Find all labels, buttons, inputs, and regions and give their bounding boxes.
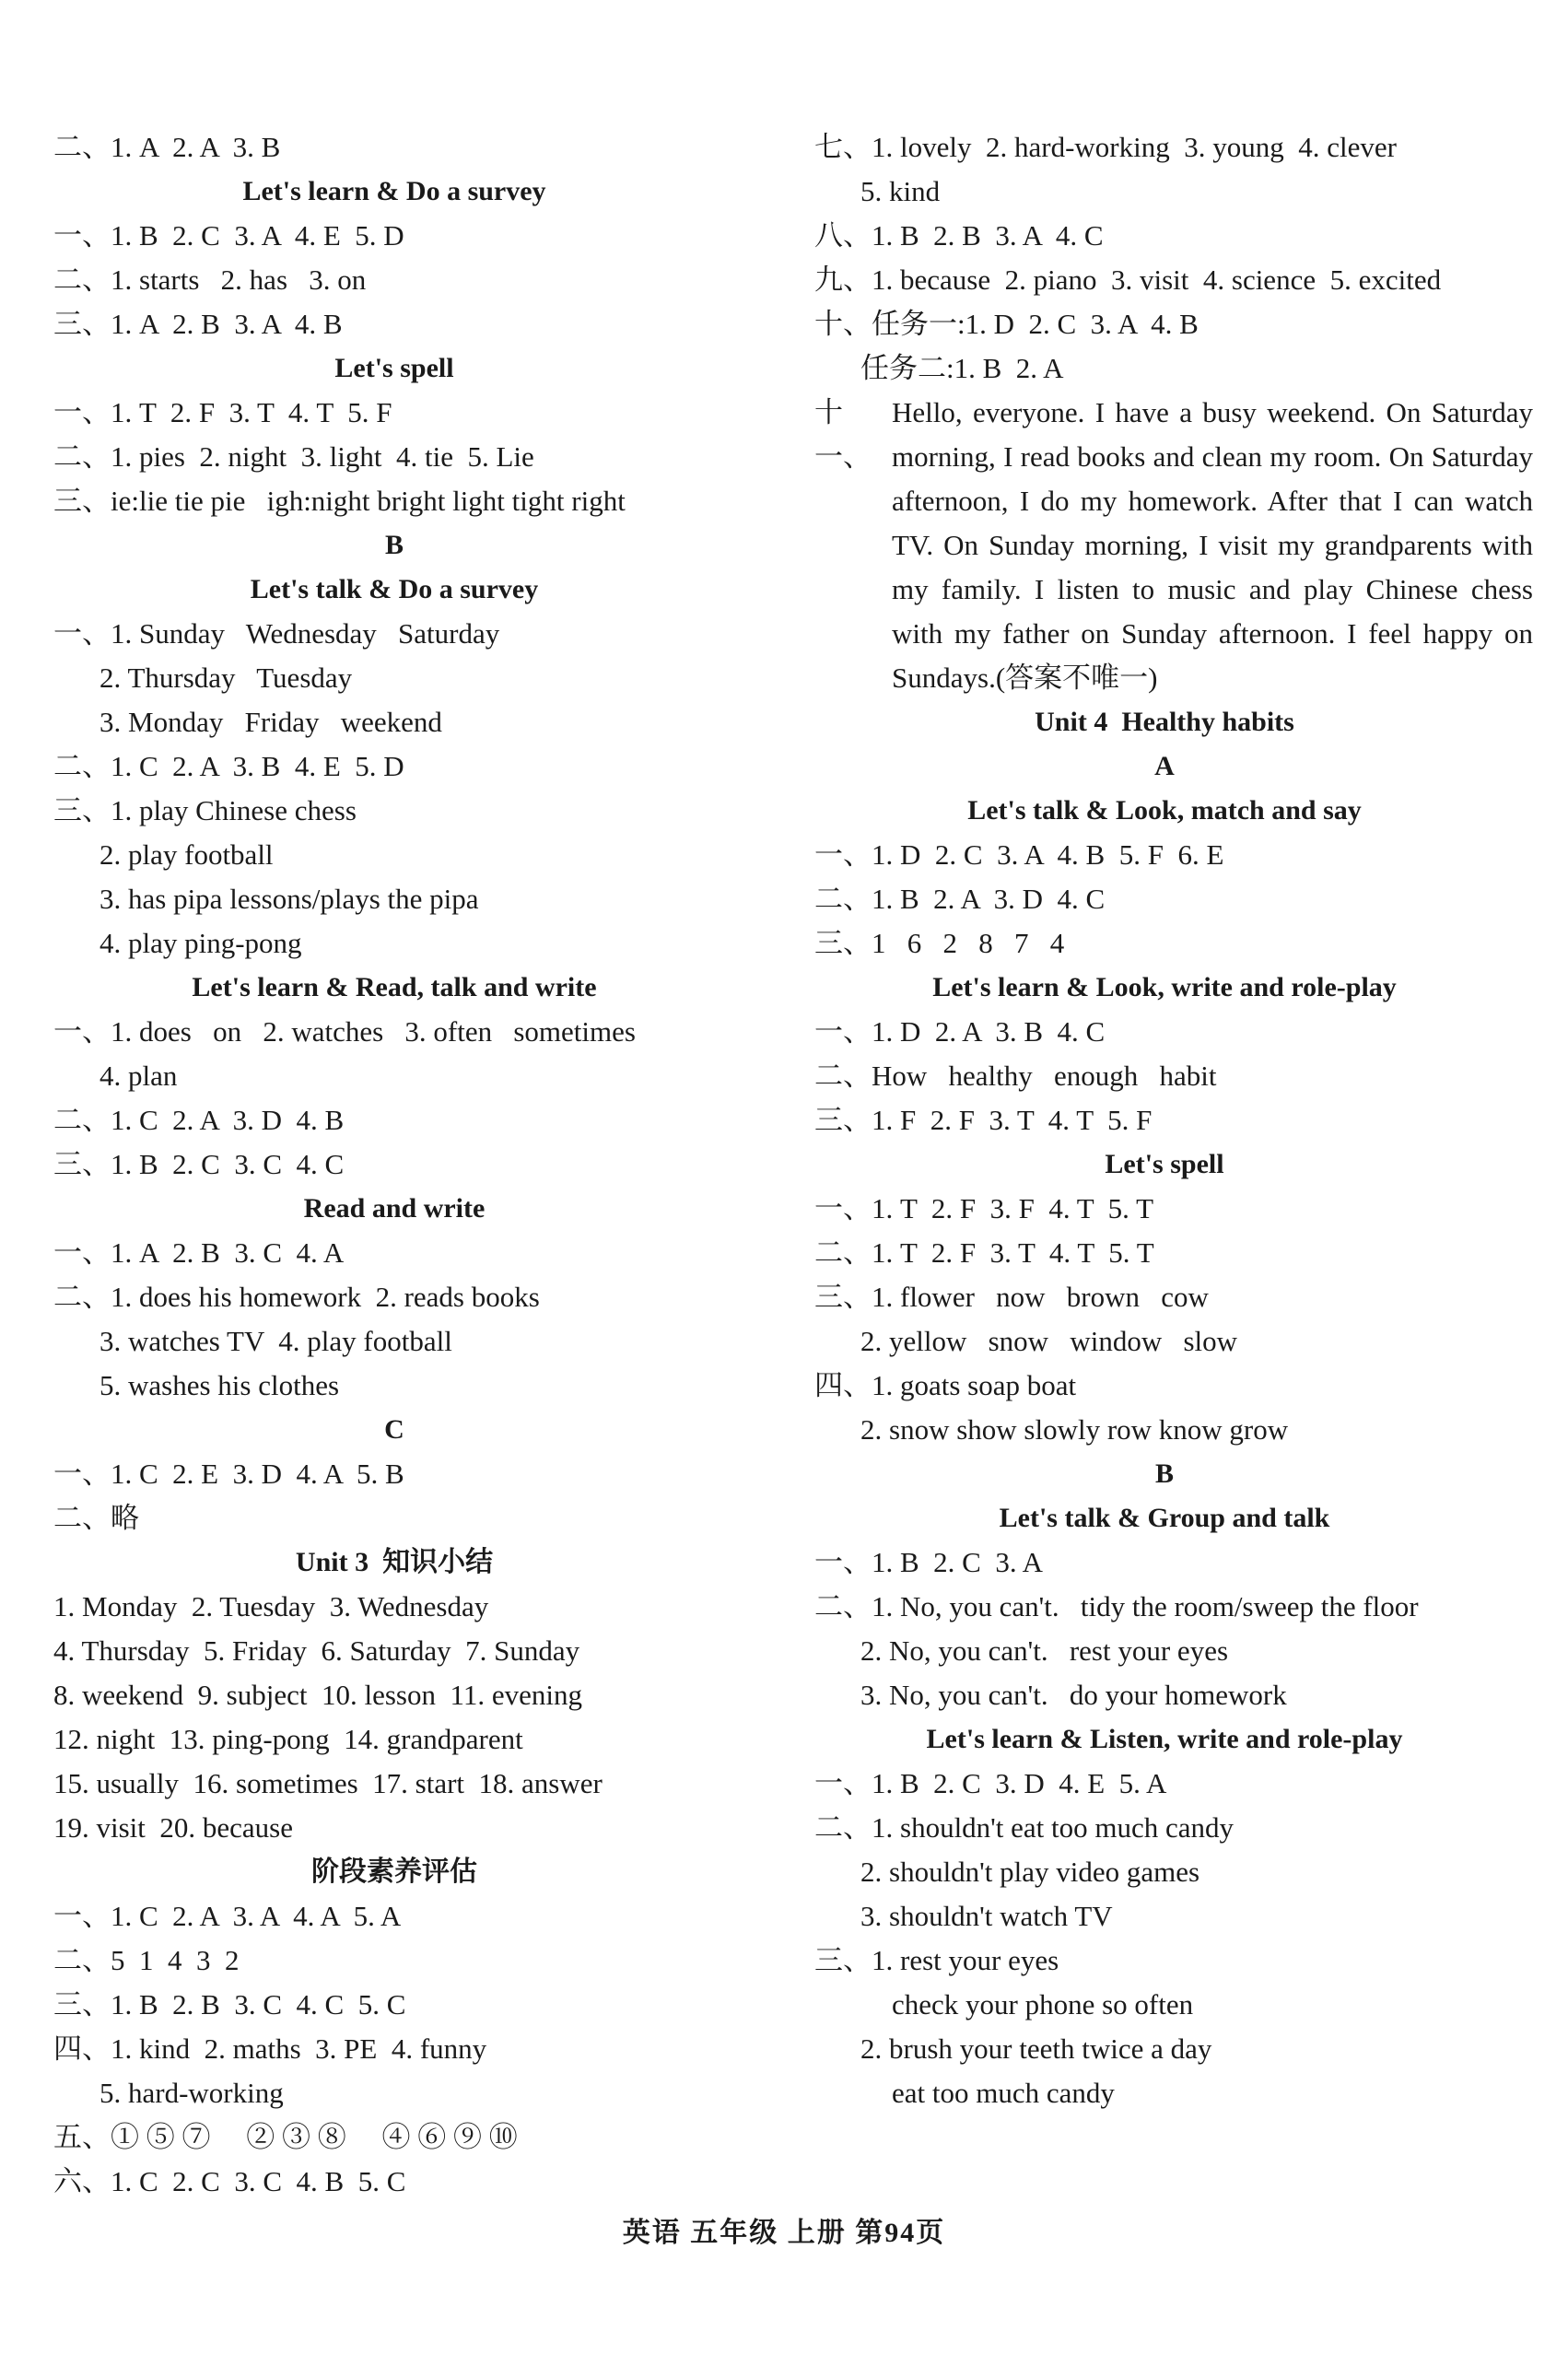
answer-line: 3. shouldn't watch TV [860,1900,1113,1932]
answer-line: 一、1. C 2. A 3. A 4. A 5. A [53,1900,402,1932]
section-heading: Let's talk & Group and talk [999,1503,1330,1533]
answer-line: 二、1. C 2. A 3. B 4. E 5. D [53,750,404,782]
section-heading: Let's spell [1105,1149,1224,1179]
answer-line: 四、1. goats soap boat [814,1369,1077,1401]
answer-line: 八、1. B 2. B 3. A 4. C [814,219,1104,252]
answer-line: 九、1. because 2. piano 3. visit 4. science 5. excited [814,264,1442,296]
answer-line: eat too much candy [892,2077,1115,2109]
essay-label: 十一、 [814,396,872,473]
answer-line: 一、1. Sunday Wednesday Saturday [53,617,500,650]
essay-answer [814,391,1533,700]
section-heading: Let's spell [334,353,454,383]
left-column [53,125,790,2204]
section-heading: Let's learn & Read, talk and write [192,972,597,1002]
answer-line: 二、1. does his homework 2. reads books [53,1281,540,1313]
answer-line: 4. play ping-pong [99,927,302,959]
right-column-top [814,125,1533,391]
essay-text: Hello, everyone. I have a busy weekend. On Saturday morning, I read books and clean my room. On Saturday afternoon, I do my homework. After that I can watch TV. On Sunday morning, I visit my grandparents with my family. I listen to music and play Chinese chess with my father on Sunday afternoon. I feel happy on Sundays.(答案不唯一) [892,396,1533,694]
answer-line: 2. Thursday Tuesday [99,662,353,694]
answer-line: 3. watches TV 4. play football [99,1325,452,1357]
answer-line: 三、1. B 2. B 3. C 4. C 5. C [53,1988,406,2020]
answer-line: 六、1. C 2. C 3. C 4. B 5. C [53,2165,406,2197]
section-heading: Read and write [303,1193,486,1224]
section-heading: Let's learn & Do a survey [242,176,546,206]
answer-line: 一、1. does on 2. watches 3. often sometimes [53,1015,636,1048]
answer-line: 三、1. flower now brown cow [814,1281,1209,1313]
section-heading: Unit 4 Healthy habits [1035,707,1294,737]
answer-line: 12. night 13. ping-pong 14. grandparent [53,1723,523,1755]
page-footer: 英语 五年级 上册 第94页 [622,2218,946,2248]
answer-line: 四、1. kind 2. maths 3. PE 4. funny [53,2032,487,2065]
answer-line: 3. Monday Friday weekend [99,706,442,738]
answer-line: 一、1. C 2. E 3. D 4. A 5. B [53,1458,404,1490]
section-heading: B [1154,1458,1174,1489]
section-heading: B [384,530,404,560]
answer-line: 二、1. No, you can't. tidy the room/sweep the floor [814,1590,1419,1622]
section-heading: C [384,1414,404,1445]
answer-line: 十、任务一:1. D 2. C 3. A 4. B [814,308,1199,340]
answer-line: 8. weekend 9. subject 10. lesson 11. evening [53,1679,582,1711]
answer-line: 5. washes his clothes [99,1369,340,1401]
answer-line: 二、1. B 2. A 3. D 4. C [814,883,1106,915]
answer-line: 三、1. A 2. B 3. A 4. B [53,308,343,340]
answer-line: 2. brush your teeth twice a day [860,2032,1212,2065]
answer-line: 三、1. rest your eyes [814,1944,1059,1976]
answer-line: 2. play football [99,838,274,871]
section-heading: Let's talk & Look, match and say [967,795,1362,826]
answer-line: 七、1. lovely 2. hard-working 3. young 4. clever [814,131,1397,163]
answer-line: 二、略 [53,1502,139,1534]
answer-line: 二、1. T 2. F 3. T 4. T 5. T [814,1236,1154,1269]
section-heading: Let's learn & Listen, write and role-play [926,1724,1403,1754]
answer-line: 一、1. A 2. B 3. C 4. A [53,1236,345,1269]
answer-line: 3. has pipa lessons/plays the pipa [99,883,479,915]
answer-line: 二、1. starts 2. has 3. on [53,264,367,296]
right-column [814,125,1533,2115]
answer-line: 一、1. B 2. C 3. D 4. E 5. A [814,1767,1167,1799]
answer-line: 二、1. shouldn't eat too much candy [814,1811,1235,1844]
answer-line: 5. hard-working [99,2077,284,2109]
section-heading: A [1154,751,1175,781]
answer-line: check your phone so often [892,1988,1194,2020]
answer-line: 3. No, you can't. do your homework [860,1679,1287,1711]
answer-line: 一、1. B 2. C 3. A 4. E 5. D [53,219,404,252]
answer-line: 三、1. play Chinese chess [53,794,357,826]
section-heading: Unit 3 知识小结 [295,1547,494,1577]
answer-line: 15. usually 16. sometimes 17. start 18. answer [53,1767,603,1799]
answer-line: 2. shouldn't play video games [860,1856,1200,1888]
answer-line: 三、1. F 2. F 3. T 4. T 5. F [814,1104,1153,1136]
answer-line: 一、1. T 2. F 3. T 4. T 5. F [53,396,392,428]
answer-line: 一、1. T 2. F 3. F 4. T 5. T [814,1192,1154,1224]
answer-line: 二、1. pies 2. night 3. light 4. tie 5. Lie [53,440,534,473]
section-heading: 阶段素养评估 [311,1856,477,1887]
answer-line: 2. snow show slowly row know grow [860,1413,1289,1446]
section-heading: Let's learn & Look, write and role-play [932,972,1397,1002]
answer-line: 二、How healthy enough habit [814,1060,1217,1092]
section-heading: Let's talk & Do a survey [250,574,539,604]
answer-line: 19. visit 20. because [53,1811,294,1844]
answer-line: 二、5 1 4 3 2 [53,1944,240,1976]
answer-line: 三、ie:lie tie pie igh:night bright light tight right [53,485,626,517]
answer-line: 4. plan [99,1060,178,1092]
answer-line: 1. Monday 2. Tuesday 3. Wednesday [53,1590,489,1622]
answer-line: 2. No, you can't. rest your eyes [860,1634,1229,1667]
answer-line: 三、1. B 2. C 3. C 4. C [53,1148,345,1180]
answer-line: 二、1. C 2. A 3. D 4. B [53,1104,345,1136]
answer-line: 三、1 6 2 8 7 4 [814,927,1065,959]
answer-line: 一、1. B 2. C 3. A [814,1546,1044,1578]
answer-line: 2. yellow snow window slow [860,1325,1238,1357]
answer-line: 二、1. A 2. A 3. B [53,131,281,163]
answer-line: 五、① ⑤ ⑦ ② ③ ⑧ ④ ⑥ ⑨ ⑩ [53,2121,518,2153]
answer-line: 5. kind [860,175,941,207]
answer-line: 4. Thursday 5. Friday 6. Saturday 7. Sunday [53,1634,580,1667]
answer-line: 任务二:1. B 2. A [860,352,1064,384]
answer-line: 一、1. D 2. A 3. B 4. C [814,1015,1106,1048]
right-column-bottom [814,700,1533,2115]
answer-line: 一、1. D 2. C 3. A 4. B 5. F 6. E [814,838,1224,871]
